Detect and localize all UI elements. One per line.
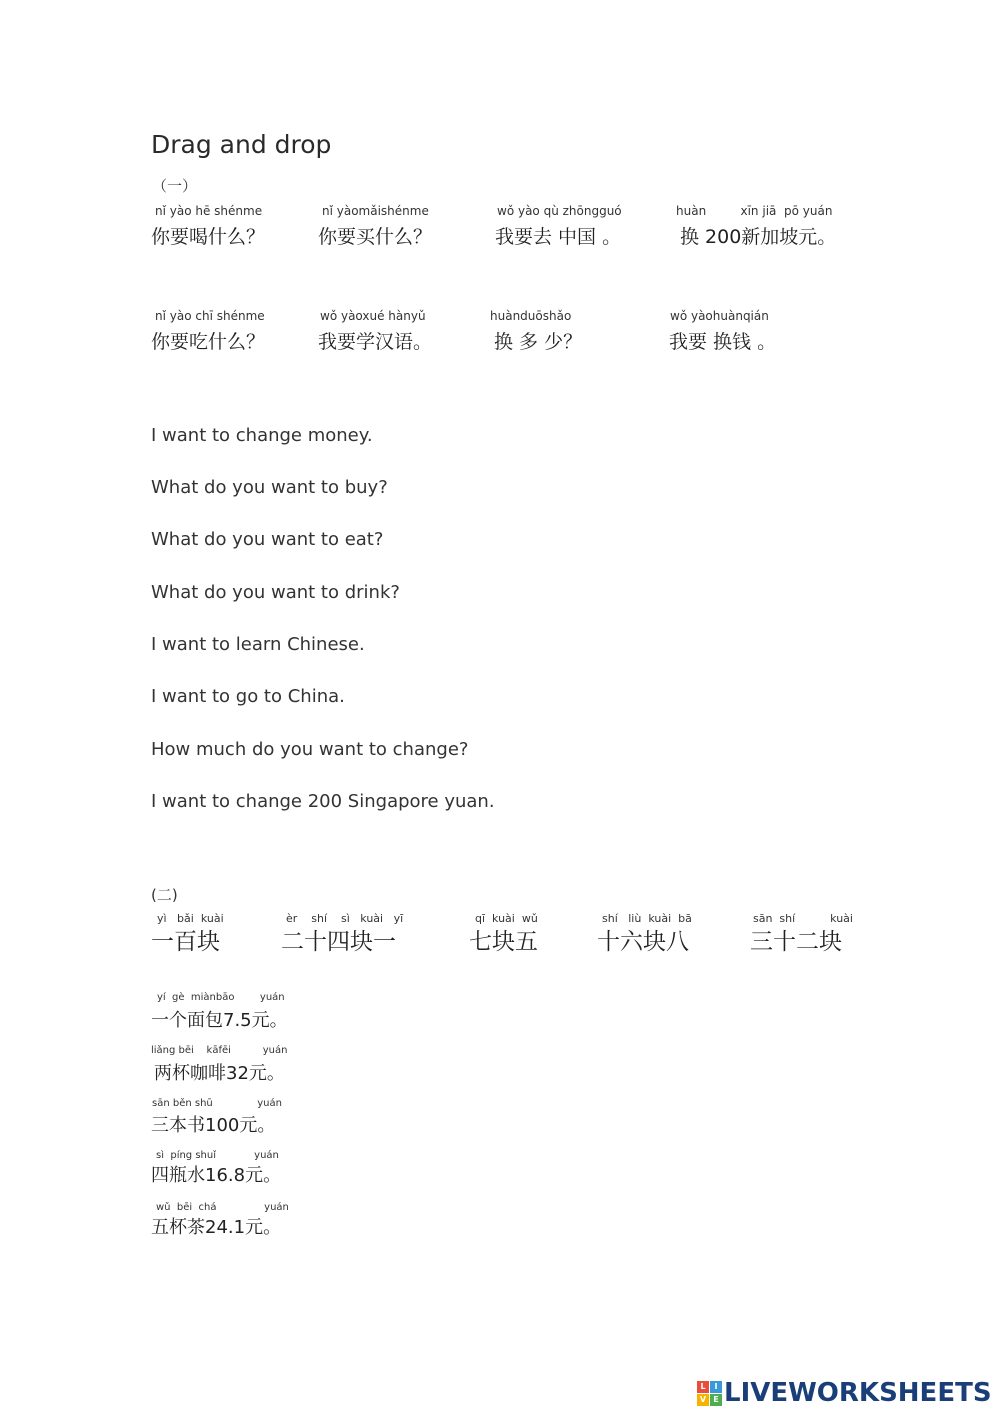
sentence-how-much[interactable]: 换 多 少？ [494,331,583,353]
pinyin-label: yì bǎi kuài [157,912,224,925]
logo-mark-icon [697,1381,722,1406]
logo-text: LIVEWORKSHEETS [724,1378,992,1408]
amount-card[interactable]: 七块五 [469,929,538,955]
pinyin-label: huànduōshǎo [490,309,572,323]
english-sentence[interactable]: I want to change 200 Singapore yuan. [151,791,495,812]
sentence-go-china[interactable]: 我要去 中国 。 [495,226,622,248]
logo-letter: E [710,1394,722,1406]
price-item[interactable]: 四瓶水16.8元。 [151,1165,282,1186]
english-sentence[interactable]: What do you want to drink? [151,582,400,603]
english-sentence[interactable]: What do you want to buy? [151,477,388,498]
english-sentence[interactable]: I want to learn Chinese. [151,634,365,655]
pinyin-label: wǒ yàohuànqián [670,309,769,323]
amount-card[interactable]: 三十二块 [750,929,842,955]
pinyin-label: wǔ bēi chá yuán [156,1202,289,1213]
sentence-buy[interactable]: 你要买什么？ [318,226,433,248]
pinyin-label: sān běn shū yuán [152,1098,282,1109]
logo-letter: V [697,1394,709,1406]
pinyin-label: shí liù kuài bā [602,912,692,925]
sentence-eat[interactable]: 你要吃什么？ [151,331,266,353]
price-item[interactable]: 一个面包7.5元。 [151,1010,288,1031]
english-sentence[interactable]: I want to go to China. [151,686,345,707]
price-item[interactable]: 三本书100元。 [151,1115,276,1136]
page-title: Drag and drop [151,130,332,159]
section-1-label: （一） [152,177,198,195]
pinyin-label: huàn xīn jiā pō yuán [676,204,833,218]
section-2-label: (二) [151,886,178,904]
sentence-drink[interactable]: 你要喝什么？ [151,226,266,248]
sentence-learn-chinese[interactable]: 我要学汉语。 [318,331,433,353]
sentence-change-money[interactable]: 我要 换钱 。 [669,331,777,353]
amount-card[interactable]: 二十四块一 [281,929,396,955]
pinyin-label: èr shí sì kuài yī [286,912,404,925]
pinyin-label: nǐ yào hē shénme [155,204,263,218]
amount-card[interactable]: 一百块 [151,929,220,955]
pinyin-label: sì píng shuǐ yuán [156,1150,279,1161]
english-sentence[interactable]: What do you want to eat? [151,529,384,550]
pinyin-label: wǒ yào qù zhōngguó [497,204,622,218]
price-item[interactable]: 两杯咖啡32元。 [154,1063,285,1084]
amount-card[interactable]: 十六块八 [597,929,689,955]
pinyin-label: wǒ yàoxué hànyǔ [320,309,426,323]
price-item[interactable]: 五杯茶24.1元。 [151,1217,282,1238]
logo-letter: I [710,1381,722,1393]
english-sentence[interactable]: I want to change money. [151,425,373,446]
pinyin-label: qī kuài wǔ [475,912,538,925]
logo-letter: L [697,1381,709,1393]
sentence-change-200[interactable]: 换 200新加坡元。 [680,226,837,248]
pinyin-label: nǐ yào chī shénme [155,309,265,323]
pinyin-label: yí gè miànbāo yuán [157,992,285,1003]
pinyin-label: liǎng bēi kāfēi yuán [151,1045,288,1056]
pinyin-label: sān shí kuài [753,912,853,925]
liveworksheets-logo [697,1378,992,1408]
pinyin-label: nǐ yàomǎishénme [322,204,429,218]
english-sentence[interactable]: How much do you want to change? [151,739,469,760]
